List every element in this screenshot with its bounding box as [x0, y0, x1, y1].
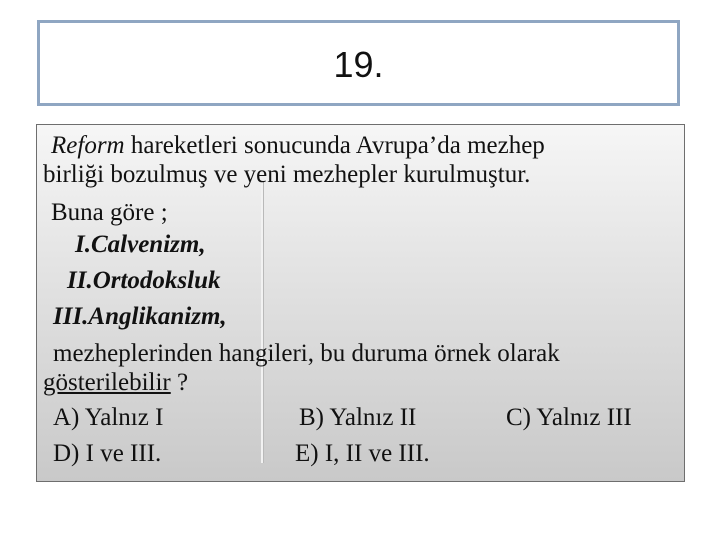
- question-mark: ?: [170, 369, 189, 396]
- question-line-2: birliği bozulmuş ve yeni mezhepler kurulmuştur.: [43, 161, 531, 188]
- title-box: [37, 20, 680, 106]
- option-e[interactable]: E) I, II ve III.: [295, 440, 430, 467]
- question-number: 19.: [333, 44, 384, 85]
- question-line-3: Buna göre ;: [51, 199, 168, 226]
- option-c[interactable]: C) Yalnız III: [506, 404, 632, 431]
- question-line-7: mezheplerinden hangileri, bu duruma örnek olarak: [53, 340, 560, 367]
- reform-word: Reform: [51, 132, 125, 159]
- gosterilebilir-word: gösterilebilir: [43, 369, 171, 396]
- item-ortodoksluk: II.Ortodoksluk: [67, 267, 221, 294]
- question-box: [36, 124, 685, 482]
- item-calvenizm: I.Calvenizm,: [75, 231, 206, 258]
- question-line-8: [43, 369, 188, 397]
- question-line-1-rest: hareketleri sonucunda Avrupa’da mezhep: [124, 132, 545, 159]
- option-b[interactable]: B) Yalnız II: [299, 404, 417, 431]
- option-a[interactable]: A) Yalnız I: [53, 404, 164, 431]
- column-divider: [261, 181, 263, 463]
- option-d[interactable]: D) I ve III.: [53, 440, 162, 467]
- item-anglikanizm: III.Anglikanizm,: [53, 303, 227, 330]
- question-line-1: [51, 132, 545, 160]
